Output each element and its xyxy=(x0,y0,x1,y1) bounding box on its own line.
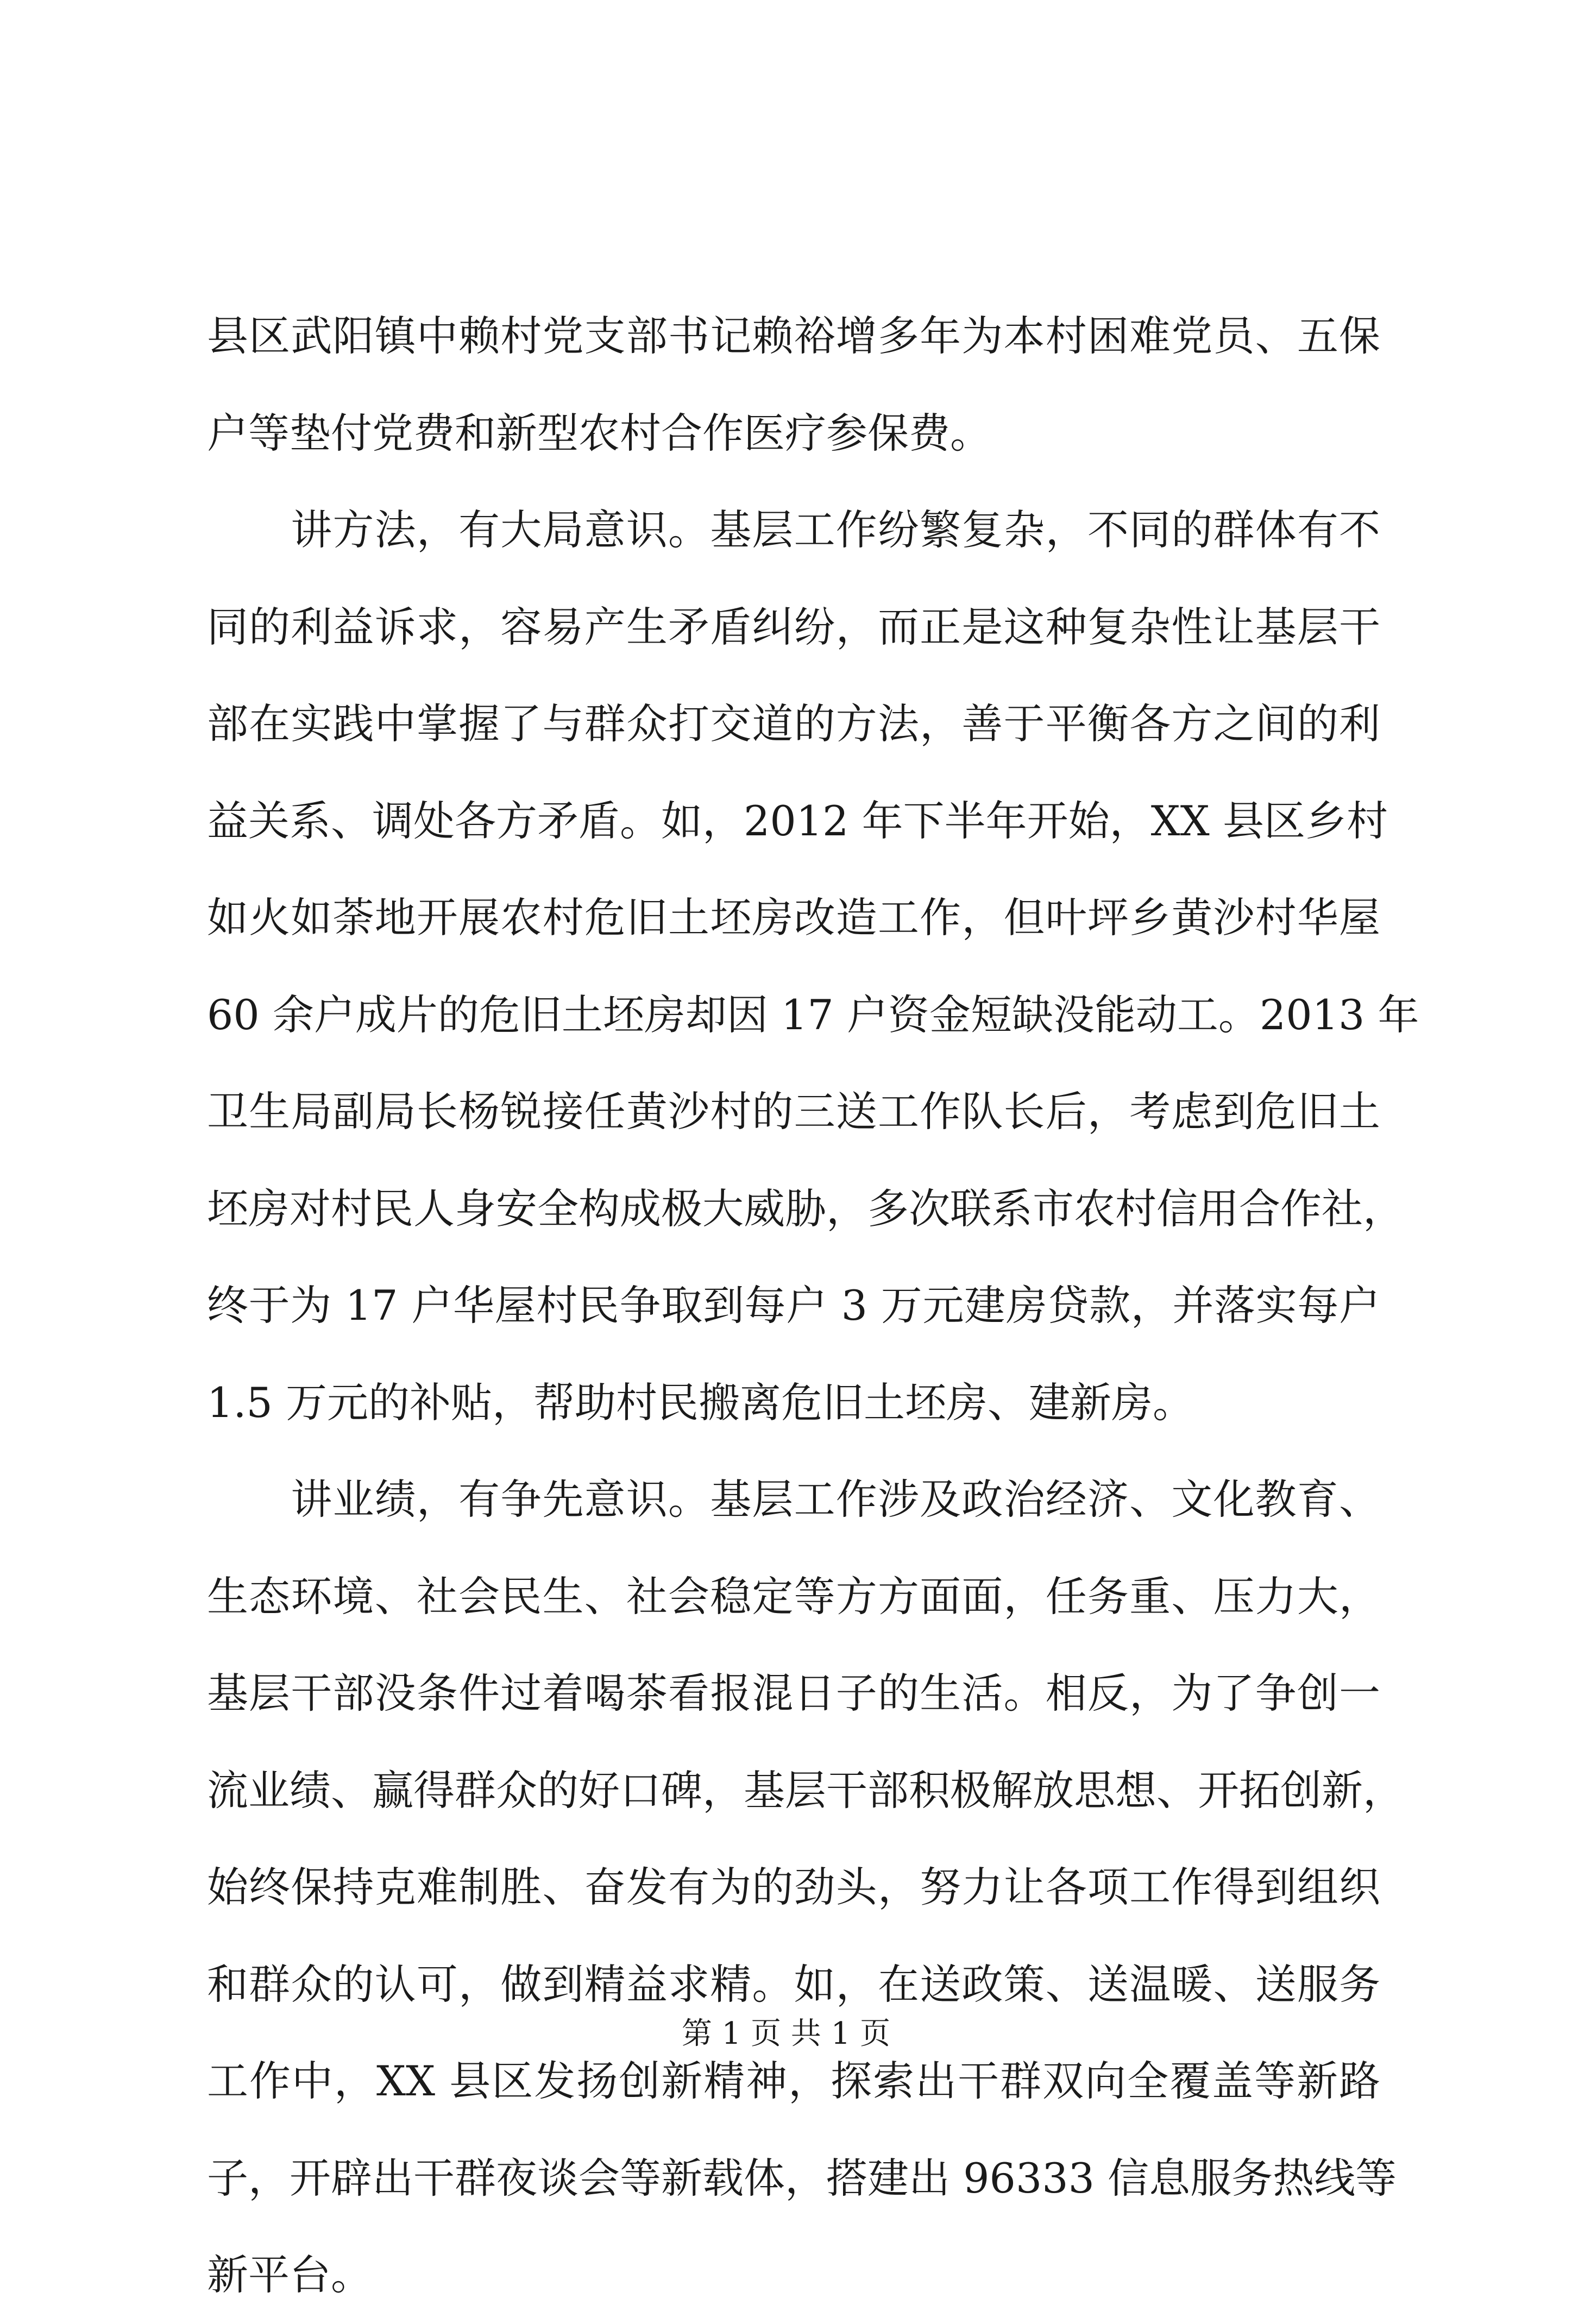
text-line: 讲业绩，有争先意识。基层工作涉及政治经济、文化教育、 xyxy=(207,1475,1380,1523)
text-line: 60 余户成片的危旧土坯房却因 17 户资金短缺没能动工。2013 年 xyxy=(207,990,1419,1039)
text-line: 如火如荼地开展农村危旧土坯房改造工作，但叶坪乡黄沙村华屋 xyxy=(207,893,1380,942)
text-line: 县区武阳镇中赖村党支部书记赖裕增多年为本村困难党员、五保 xyxy=(207,312,1380,360)
text-line: 流业绩、赢得群众的好口碑，基层干部积极解放思想、开拓创新， xyxy=(207,1766,1404,1815)
text-line: 基层干部没条件过着喝茶看报混日子的生活。相反，为了争创一 xyxy=(207,1669,1380,1717)
text-line: 同的利益诉求，容易产生矛盾纠纷，而正是这种复杂性让基层干 xyxy=(207,602,1380,651)
text-line: 部在实践中掌握了与群众打交道的方法，善于平衡各方之间的利 xyxy=(207,700,1380,748)
text-line: 讲方法，有大局意识。基层工作纷繁复杂，不同的群体有不 xyxy=(207,506,1380,554)
page-number: 第 1 页 共 1 页 xyxy=(681,2016,891,2051)
text-line: 生态环境、社会民生、社会稳定等方方面面，任务重、压力大， xyxy=(207,1572,1380,1621)
text-line: 户等垫付党费和新型农村合作医疗参保费。 xyxy=(207,408,991,457)
text-line: 益关系、调处各方矛盾。如，2012 年下半年开始，XX 县区乡村 xyxy=(207,796,1388,845)
text-line: 子，开辟出干群夜谈会等新载体，搭建出 96333 信息服务热线等 xyxy=(207,2153,1397,2202)
text-line: 终于为 17 户华屋村民争取到每户 3 万元建房贷款，并落实每户 xyxy=(207,1281,1380,1330)
page-footer xyxy=(0,2012,1572,2056)
text-line: 1.5 万元的补贴，帮助村民搬离危旧土坯房、建新房。 xyxy=(207,1378,1194,1427)
text-line: 工作中，XX 县区发扬创新精神，探索出干群双向全覆盖等新路 xyxy=(207,2057,1380,2105)
text-line: 卫生局副局长杨锐接任黄沙村的三送工作队长后，考虑到危旧土 xyxy=(207,1087,1380,1136)
text-line: 始终保持克难制胜、奋发有为的劲头，努力让各项工作得到组织 xyxy=(207,1863,1380,1911)
text-line: 和群众的认可，做到精益求精。如，在送政策、送温暖、送服务 xyxy=(207,1960,1380,2008)
text-line: 新平台。 xyxy=(207,2251,372,2299)
text-line: 坯房对村民人身安全构成极大威胁，多次联系市农村信用合作社， xyxy=(207,1184,1404,1233)
